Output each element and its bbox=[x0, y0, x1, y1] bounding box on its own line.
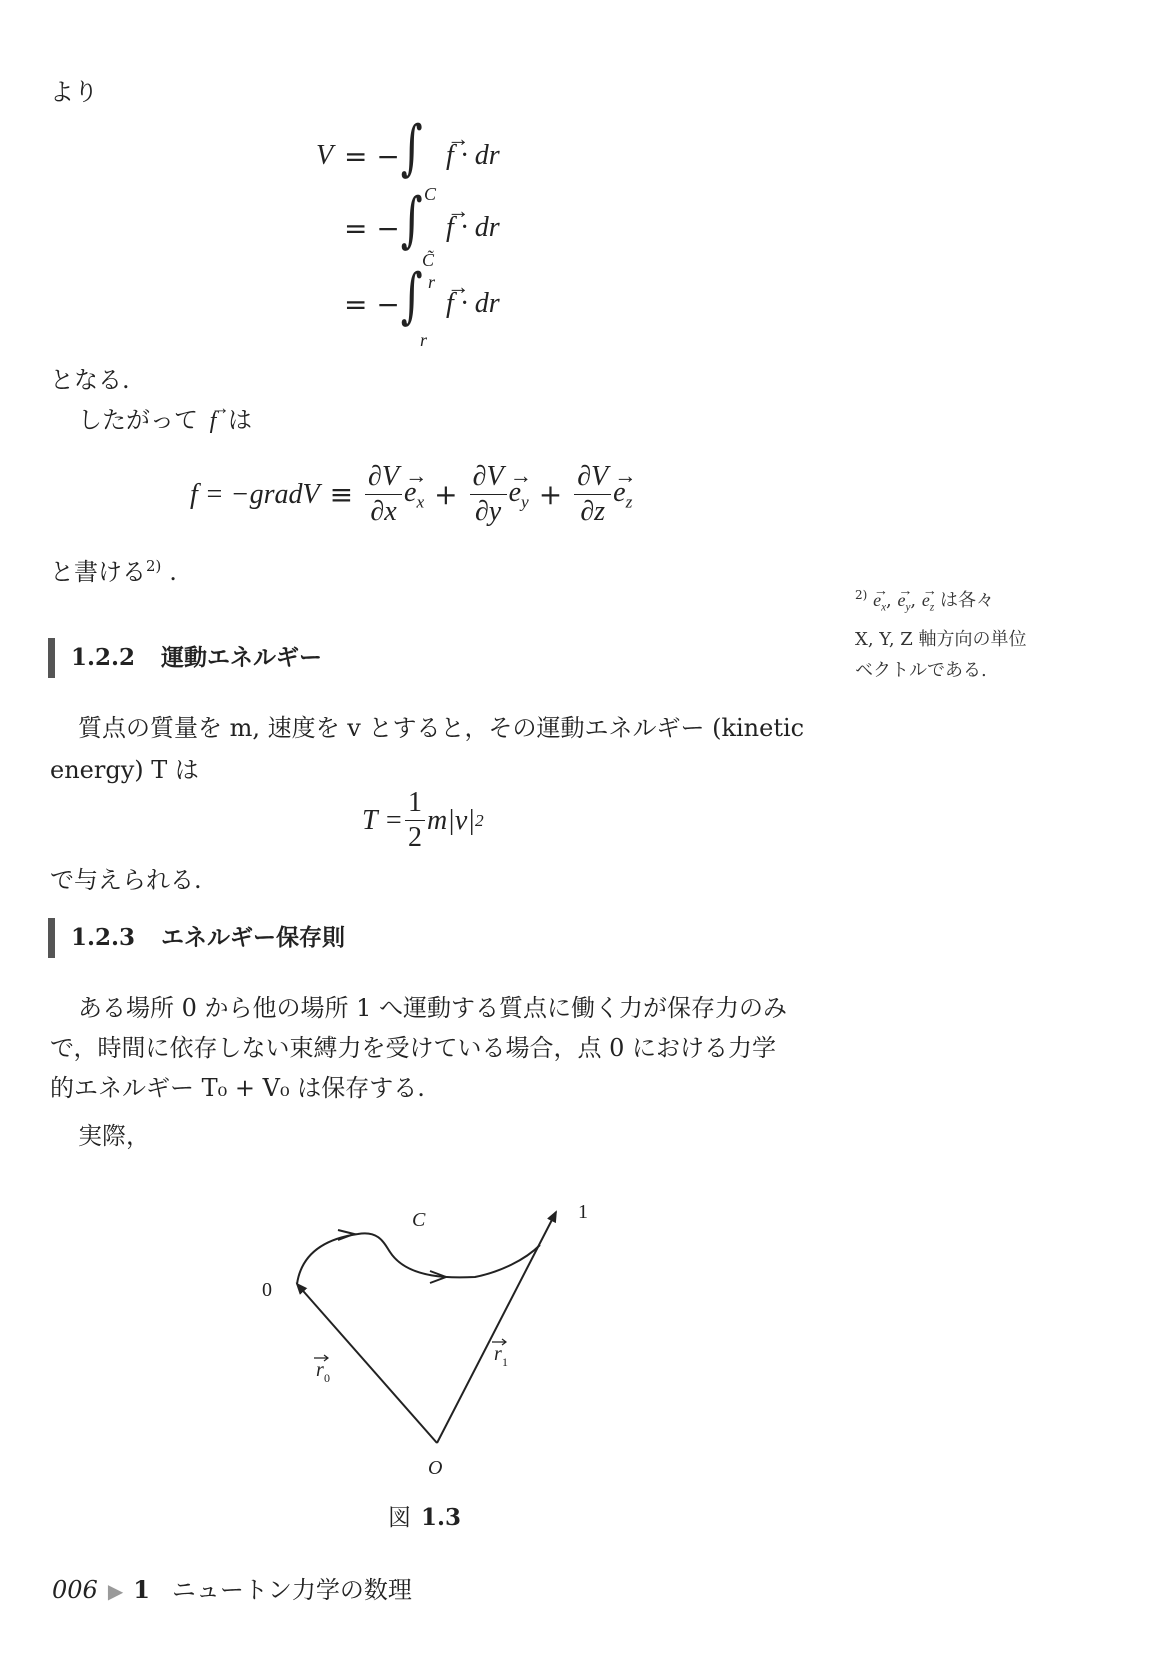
para-kinetic-2: energy) T は bbox=[50, 756, 199, 784]
label-point-1: 1 bbox=[578, 1201, 588, 1223]
figure-caption: 図 1.3 bbox=[388, 1504, 462, 1531]
frac-dv-dx: $\frac{\partial V}{\partial x}$ bbox=[365, 460, 402, 529]
eq-lhs-v: V bbox=[316, 140, 334, 171]
integrand-3: → f · dr bbox=[446, 288, 500, 320]
frac-dv-dz: $\frac{\partial V}{\partial z}$ bbox=[574, 460, 611, 529]
integral-sub-1: C bbox=[424, 184, 437, 204]
text-jissai: 実際， bbox=[78, 1122, 150, 1150]
svg-text:r: r bbox=[494, 1343, 502, 1365]
chapter-number: 1 bbox=[133, 1575, 150, 1604]
label-origin: O bbox=[428, 1457, 443, 1479]
eq-equals-2: = − bbox=[344, 212, 400, 245]
equation-gradient: f = −grad V ≡ $\frac{\partial V}{\partial x}$ → $e_x$ + $\frac{\partial V}{\partial y}$ → $e_y$ + $\frac{\partial V}{\partial z}$ → $e_z$ bbox=[190, 460, 632, 529]
integral-sign-3: ∫ bbox=[400, 261, 423, 331]
triangle-icon: ▶ bbox=[107, 1579, 124, 1603]
text-tonaru: となる. bbox=[50, 366, 130, 394]
label-point-0: 0 bbox=[262, 1279, 272, 1301]
figure-1-3 bbox=[250, 1190, 630, 1490]
svg-text:1: 1 bbox=[502, 1355, 508, 1369]
text-kakeru: と書ける$^{2)}$ . bbox=[50, 557, 177, 586]
page-footer bbox=[52, 1572, 412, 1609]
integrand-2: → f · dr bbox=[446, 212, 500, 244]
para-kinetic-1: 質点の質量を m, 速度を v とすると，その運動エネルギー (kinetic bbox=[78, 714, 805, 742]
label-r1 bbox=[492, 1339, 508, 1369]
integral-sign-1: ∫ bbox=[400, 113, 423, 183]
equation-kinetic: T = $\frac{1}{2}$ m|v| 2 bbox=[362, 787, 484, 853]
eq-equals-1: = − bbox=[344, 140, 400, 173]
frac-dv-dy: $\frac{\partial V}{\partial y}$ bbox=[470, 460, 507, 529]
path-c-curve bbox=[297, 1233, 540, 1284]
label-c: C bbox=[412, 1209, 426, 1231]
integral-sub-2: C̃ bbox=[422, 250, 435, 270]
integrand-1: → f · dr bbox=[446, 140, 500, 172]
para-conservation-3: 的エネルギー T₀ + V₀ は保存する. bbox=[50, 1074, 425, 1102]
section-heading-1-2-3: 1.2.3 エネルギー保存則 bbox=[48, 918, 345, 958]
section-heading-1-2-2: 1.2.2 運動エネルギー bbox=[48, 638, 322, 678]
text-shitagatte: したがって → f は bbox=[78, 400, 252, 441]
footnote-ref: 2) bbox=[146, 557, 162, 575]
grad-lhs: f = −grad bbox=[190, 478, 303, 510]
label-r0 bbox=[314, 1355, 330, 1385]
para-conservation-1: ある場所 0 から他の場所 1 へ運動する質点に働く力が保存力のみ bbox=[78, 994, 788, 1022]
integral-sub-3: r⃗ bbox=[420, 330, 442, 350]
integral-sup-3: r⃗ bbox=[428, 272, 450, 292]
integral-sign-2: ∫ bbox=[400, 185, 423, 255]
text-yori: より bbox=[50, 78, 98, 106]
path-c-arrow-1 bbox=[338, 1230, 354, 1240]
chapter-title: ニュートン力学の数理 bbox=[171, 1576, 412, 1604]
svg-text:0: 0 bbox=[324, 1371, 330, 1385]
sidenote: $^{2)} \to e_x$, → $e_y$, → $e_z$ は各々 X, Y, Z 軸方向の単位 ベクトルである. bbox=[855, 580, 1095, 686]
svg-text:r: r bbox=[316, 1359, 324, 1381]
text-ataerareru: で与えられる. bbox=[50, 866, 202, 894]
page-number: 006 bbox=[52, 1576, 98, 1604]
para-conservation-2: で，時間に依存しない束縛力を受けている場合，点 0 における力学 bbox=[50, 1034, 777, 1062]
eq-equals-3: = − bbox=[344, 288, 400, 321]
